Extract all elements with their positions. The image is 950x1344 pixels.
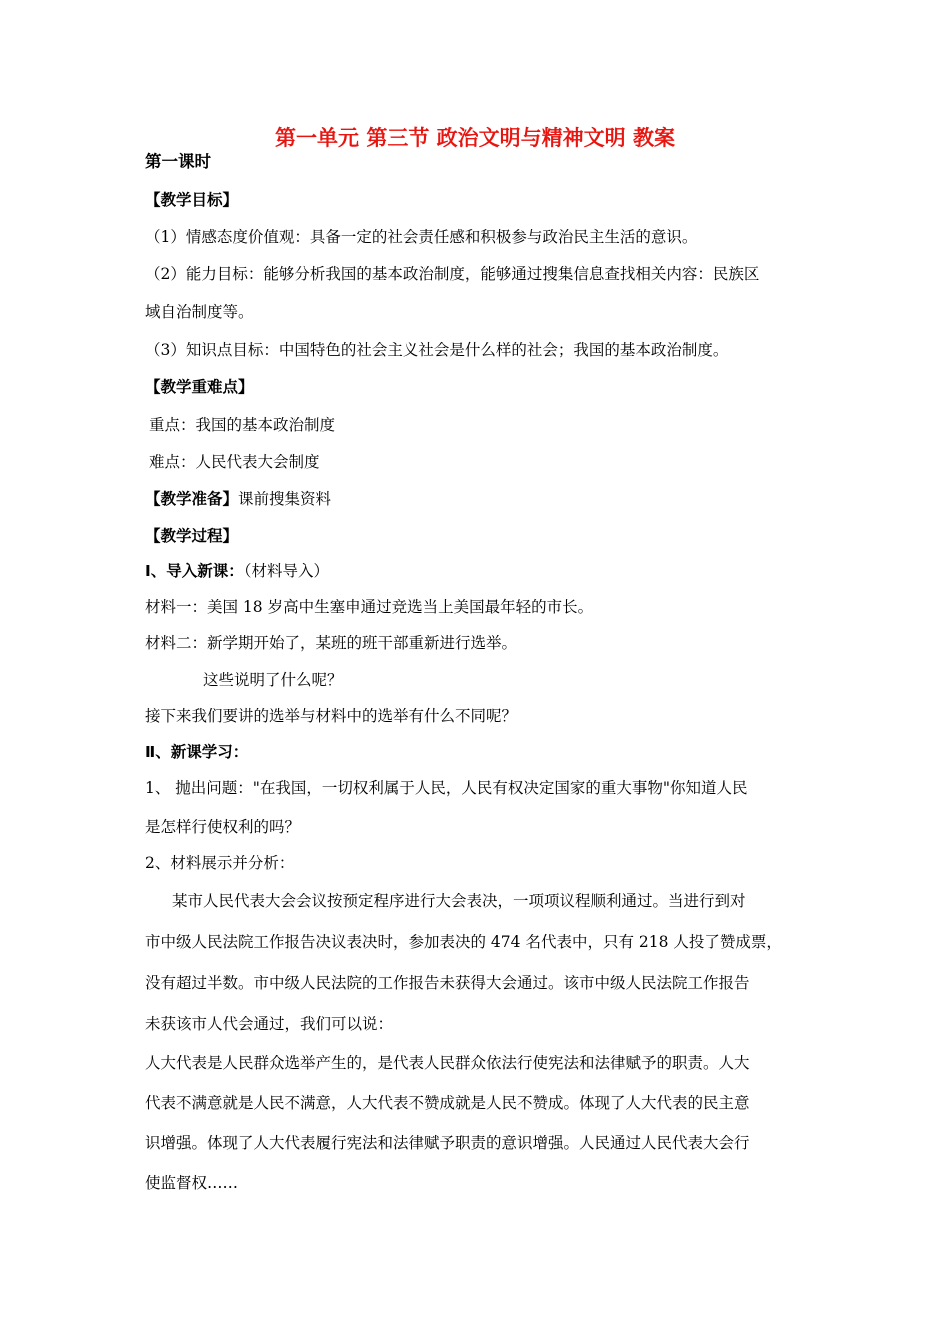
objectives-heading: 【教学目标】 [145,191,239,209]
paragraph-1-line-4: 未获该市人代会通过，我们可以说： [145,1015,394,1033]
step-1-line-1: 1、 抛出问题："在我国，一切权利属于人民，人民有权决定国家的重大事物"你知道人民 [145,779,748,797]
intro-heading: Ⅰ、导入新课： [145,562,244,580]
objective-item-3: （3）知识点目标：中国特色的社会主义社会是什么样的社会；我国的基本政治制度。 [145,341,729,359]
key-points-heading: 【教学重难点】 [145,378,254,396]
paragraph-2-line-3: 识增强。体现了人大代表履行宪法和法律赋予职责的意识增强。人民通过人民代表大会行 [145,1134,750,1152]
difficult-point: 难点：人民代表大会制度 [149,453,320,471]
objective-item-1: （1）情感态度价值观：具备一定的社会责任感和积极参与政治民主生活的意识。 [145,228,698,246]
objective-item-2-line-2: 域自治制度等。 [145,303,254,321]
paragraph-1-line-2: 市中级人民法院工作报告决议表决时，参加表决的 474 名代表中，只有 218 人投了赞成票， [145,933,782,951]
paragraph-1-line-1: 某市人民代表大会会议按预定程序进行大会表决，一项项议程顺利通过。当进行到对 [172,892,746,910]
step-2: 2、材料展示并分析： [145,854,295,872]
process-heading: 【教学过程】 [145,527,239,545]
key-point: 重点：我国的基本政治制度 [149,416,336,434]
intro-note: （材料导入） [243,562,330,580]
new-lesson-heading: Ⅱ、新课学习： [145,743,249,761]
question-2: 接下来我们要讲的选举与材料中的选举有什么不同呢？ [145,707,518,725]
paragraph-2-line-2: 代表不满意就是人民不满意，人大代表不赞成就是人民不赞成。体现了人大代表的民主意 [145,1094,750,1112]
document-title: 第一单元 第三节 政治文明与精神文明 教案 [275,126,675,150]
lesson-heading: 第一课时 [145,152,211,171]
paragraph-2-line-1: 人大代表是人民群众选举产生的，是代表人民群众依法行使宪法和法律赋予的职责。人大 [145,1054,750,1072]
preparation-heading: 【教学准备】 [145,490,239,508]
objective-item-2-line-1: （2）能力目标：能够分析我国的基本政治制度，能够通过搜集信息查找相关内容：民族区 [145,265,760,283]
paragraph-1-line-3: 没有超过半数。市中级人民法院的工作报告未获得大会通过。该市中级人民法院工作报告 [145,974,750,992]
material-1: 材料一：美国 18 岁高中生塞申通过竞选当上美国最年轻的市长。 [145,598,594,616]
preparation-line [145,489,331,509]
paragraph-2-line-4: 使监督权…… [145,1174,239,1192]
intro-line [145,561,329,581]
question-1: 这些说明了什么呢？ [203,671,343,689]
material-2: 材料二：新学期开始了，某班的班干部重新进行选举。 [145,634,518,652]
preparation-text: 课前搜集资料 [238,490,332,508]
step-1-line-2: 是怎样行使权利的吗？ [145,818,301,836]
